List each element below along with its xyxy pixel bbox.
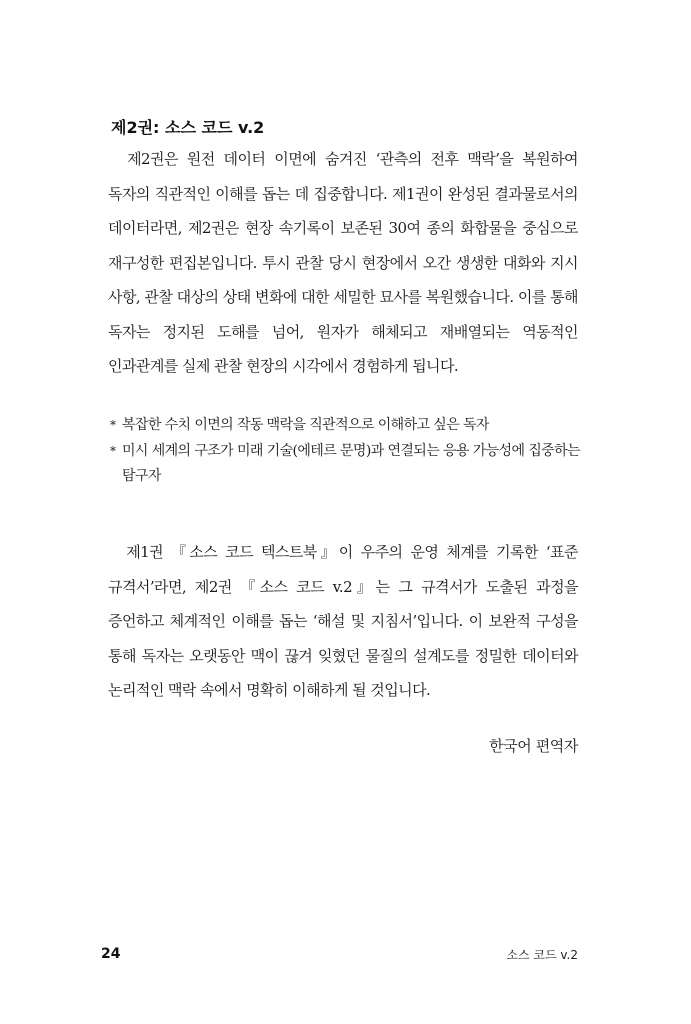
closing-paragraph: 제1권 『소스 코드 텍스트북』이 우주의 운영 체계를 기록한 ‘표준 규격서’라면, 제2권 『소스 코드 v.2』는 그 규격서가 도출된 과정을 증언하고 체계적인 이해를 돕는 ‘해설 및 지침서’입니다. 이 보완적 구성을 통해 독자는 오랫동안 맥이 끊겨 잊혔던 물질의 설계도를 정밀한 데이터와 논리적인 맥락 속에서 명확히 이해하게 될 것입니다. (108, 543, 578, 699)
list-item (108, 439, 580, 490)
page-number: 24 (101, 946, 121, 962)
list-item (108, 413, 580, 439)
section-heading: 제2권: 소스 코드 v.2 (111, 118, 265, 137)
running-title: 소스 코드 v.2 (506, 948, 578, 962)
list-item-text: 복잡한 수치 이면의 작동 맥락을 직관적으로 이해하고 싶은 독자 (122, 417, 489, 433)
translator-signature: 한국어 편역자 (489, 737, 578, 755)
intro-paragraph: 제2권은 원전 데이터 이면에 숨겨진 ‘관측의 전후 맥락’을 복원하여 독자의 직관적인 이해를 돕는 데 집중합니다. 제1권이 완성된 결과물로서의 데이터라면, 제2권은 현장 속기록이 보존된 30여 종의 화합물을 중심으로 재구성한 편집본입니다. 투시 관찰 당시 현장에서 오간 생생한 대화와 지시 사항, 관찰 대상의 상태 변화에 대한 세밀한 묘사를 복원했습니다. 이를 통해 독자는 정지된 도해를 넘어, 원자가 해체되고 재배열되는 역동적인 인과관계를 실제 관찰 현장의 시각에서 경험하게 됩니다. (108, 150, 578, 375)
target-reader-list (108, 413, 580, 490)
list-item-text: 미시 세계의 구조가 미래 기술(에테르 문명)과 연결되는 응용 가능성에 집중하는 탐구자 (122, 442, 580, 484)
bullet-marker: * (110, 443, 116, 458)
bullet-marker: * (110, 418, 116, 432)
